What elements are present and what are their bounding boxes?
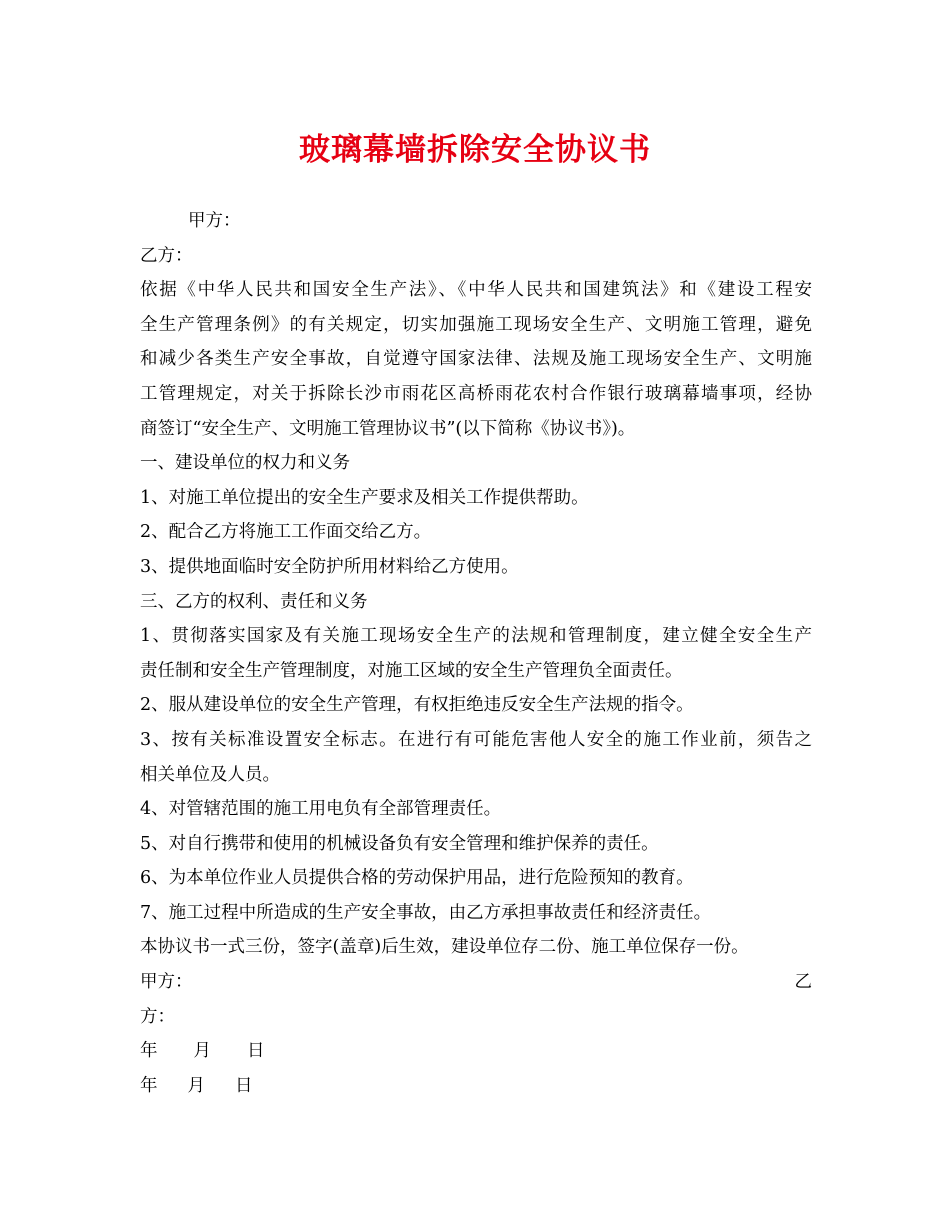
intro-line: 全生产管理条例》的有关规定，切实加强施工现场安全生产、文明施工管理，避免: [140, 314, 812, 335]
clause-item: 5、对自行携带和使用的机械设备负有安全管理和维护保养的责任。: [140, 833, 659, 854]
signature-party-a: 甲方：: [140, 972, 193, 993]
date-day: 日: [235, 1075, 253, 1096]
clause-item: 3、按有关标准设置安全标志。在进行有可能危害他人安全的施工作业前，须告之: [140, 729, 812, 750]
clause-item: 2、服从建设单位的安全生产管理，有权拒绝违反安全生产法规的指令。: [140, 695, 694, 716]
clause-item: 4、对管辖范围的施工用电负有全部管理责任。: [140, 799, 502, 820]
date-month: 月: [193, 1041, 211, 1062]
intro-line: 工管理规定，对关于拆除长沙市雨花区高桥雨花农村合作银行玻璃幕墙事项，经协: [140, 383, 812, 404]
intro-line: 依据《中华人民共和国安全生产法》、《中华人民共和国建筑法》和《建设工程安: [140, 280, 812, 301]
clause-item: 责任制和安全生产管理制度，对施工区域的安全生产管理负全面责任。: [140, 660, 683, 681]
document-title: 玻璃幕墙拆除安全协议书: [299, 132, 651, 168]
clause-item: 2、配合乙方将施工工作面交给乙方。: [140, 522, 432, 543]
clause-item: 7、施工过程中所造成的生产安全事故，由乙方承担事故责任和经济责任。: [140, 902, 712, 923]
closing-statement: 本协议书一式三份，签字(盖章)后生效，建设单位存二份、施工单位保存一份。: [140, 937, 749, 958]
date-month: 月: [187, 1075, 205, 1096]
signature-party-b-end: 方：: [140, 1006, 175, 1027]
document-body: [140, 204, 812, 1103]
clause-item: 3、提供地面临时安全防护所用材料给乙方使用。: [140, 556, 519, 577]
signature-party-b-start: 乙: [794, 972, 812, 993]
party-a-label: 甲方：: [188, 211, 241, 231]
section-heading: 一、建设单位的权力和义务: [140, 453, 350, 474]
date-line-1: [140, 1034, 812, 1069]
party-b-label: 乙方：: [140, 245, 193, 266]
section-heading: 三、乙方的权利、责任和义务: [140, 591, 368, 612]
clause-item: 相关单位及人员。: [140, 764, 280, 785]
intro-line: 商签订“安全生产、文明施工管理协议书”(以下简称《协议书》)。: [140, 418, 636, 439]
date-year: 年: [140, 1041, 158, 1062]
clause-item: 6、为本单位作业人员提供合格的劳动保护用品，进行危险预知的教育。: [140, 868, 694, 889]
date-year: 年: [140, 1075, 158, 1096]
clause-item: 1、对施工单位提出的安全生产要求及相关工作提供帮助。: [140, 487, 589, 508]
signature-row: [140, 965, 812, 1000]
date-line-2: [140, 1069, 812, 1104]
date-day: 日: [247, 1041, 265, 1062]
clause-item: 1、贯彻落实国家及有关施工现场安全生产的法规和管理制度，建立健全安全生产: [140, 626, 812, 647]
intro-line: 和减少各类生产安全事故，自觉遵守国家法律、法规及施工现场安全生产、文明施: [140, 349, 812, 370]
